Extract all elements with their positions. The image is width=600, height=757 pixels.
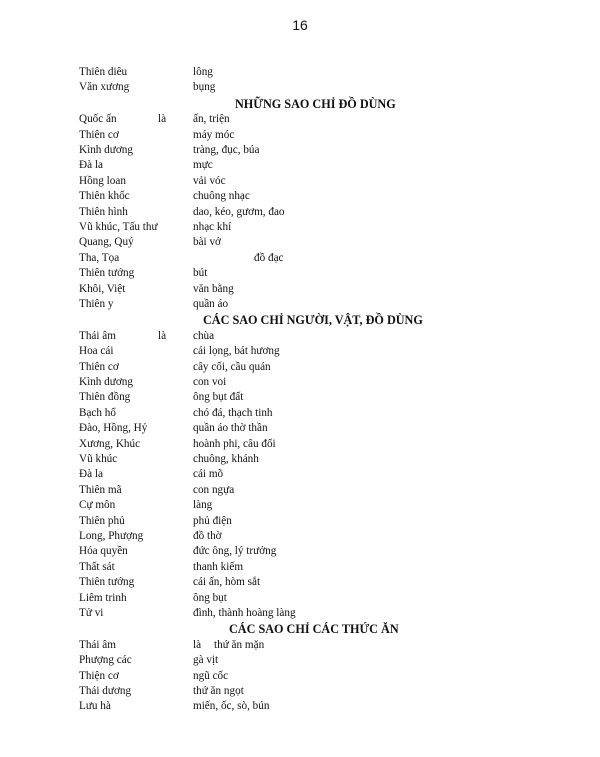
list-item xyxy=(0,560,600,575)
list-item xyxy=(0,699,600,714)
list-item xyxy=(0,575,600,590)
star-name: Thiên đồng xyxy=(79,391,131,404)
list-item xyxy=(0,606,600,621)
star-name: Hồng loan xyxy=(79,174,126,187)
list-item xyxy=(0,205,600,220)
list-item xyxy=(0,591,600,606)
meaning: miến, ốc, sò, bún xyxy=(193,700,270,713)
star-name: Tử vi xyxy=(79,606,104,619)
star-name: Kình dương xyxy=(79,144,133,157)
connector: là xyxy=(158,329,167,342)
star-name: Thiên tướng xyxy=(79,267,135,280)
meaning: văn bằng xyxy=(193,282,234,295)
meaning: đồ thờ xyxy=(193,529,222,542)
star-name: Thiên y xyxy=(79,297,114,310)
star-name: Thiên tướng xyxy=(79,576,135,589)
star-name: Hoa cái xyxy=(79,345,114,358)
star-name: Quang, Quý xyxy=(79,236,134,249)
star-name: Thất sát xyxy=(79,560,115,573)
meaning: thứ ăn ngọt xyxy=(193,684,244,697)
meaning: ông bụt đất xyxy=(193,391,244,404)
connector: là xyxy=(193,638,202,651)
list-item xyxy=(0,80,600,95)
star-name: Vũ khúc xyxy=(79,452,118,465)
section-heading: CÁC SAO CHỈ NGƯỜI, VẬT, ĐỒ DÙNG xyxy=(203,313,423,328)
star-name: Thiên phủ xyxy=(79,514,125,527)
meaning: thứ ăn mặn xyxy=(214,638,265,651)
star-name: Thiên cơ xyxy=(79,128,119,141)
list-item xyxy=(0,437,600,452)
meaning: phủ điện xyxy=(193,514,232,527)
star-name: Đà la xyxy=(79,468,103,481)
star-name: Thái dương xyxy=(79,684,132,697)
list-item xyxy=(0,143,600,158)
meaning: cái mõ xyxy=(193,468,224,481)
meaning: quần áo xyxy=(193,297,229,310)
star-name: Thái âm xyxy=(79,638,116,651)
section-heading: NHỮNG SAO CHỈ ĐỒ DÙNG xyxy=(235,96,396,111)
meaning: gà vịt xyxy=(193,654,219,667)
meaning: quần áo thờ thần xyxy=(193,422,268,435)
list-item xyxy=(0,65,600,80)
meaning: ngũ cốc xyxy=(193,669,229,682)
list-item xyxy=(0,251,600,266)
list-item xyxy=(0,220,600,235)
list-item xyxy=(0,514,600,529)
list-item xyxy=(0,498,600,513)
star-name: Thiên mã xyxy=(79,483,122,496)
star-name: Phượng các xyxy=(79,654,132,667)
meaning: ấn, triện xyxy=(193,113,230,126)
list-item xyxy=(0,174,600,189)
star-name: Vũ khúc, Tấu thư xyxy=(79,221,158,234)
list-item xyxy=(0,189,600,204)
star-name: Thiên diêu xyxy=(79,66,128,78)
list-item xyxy=(0,529,600,544)
star-name: Thiên hình xyxy=(79,205,128,218)
meaning: bài vở xyxy=(193,236,221,249)
list-item xyxy=(0,375,600,390)
meaning: bụng xyxy=(193,81,216,94)
list-item xyxy=(0,684,600,699)
meaning: vải vóc xyxy=(193,174,226,187)
meaning: mực xyxy=(193,159,213,172)
meaning: cái ấn, hòm sắt xyxy=(193,576,261,589)
star-name: Đà la xyxy=(79,159,103,172)
star-name: Bạch hổ xyxy=(79,406,116,419)
list-item xyxy=(0,406,600,421)
list-item xyxy=(0,544,600,559)
list-item xyxy=(0,158,600,173)
list-item xyxy=(0,467,600,482)
meaning: làng xyxy=(193,499,213,512)
star-name: Khôi, Việt xyxy=(79,282,126,295)
star-name: Xương, Khúc xyxy=(79,437,141,450)
meaning: con ngựa xyxy=(193,483,235,496)
star-name: Lưu hà xyxy=(79,700,111,713)
meaning: cái lọng, bát hương xyxy=(193,345,280,358)
meaning: máy móc xyxy=(193,128,235,141)
list-item xyxy=(0,669,600,684)
meaning: nhạc khí xyxy=(193,221,232,234)
list-item xyxy=(0,653,600,668)
list-item xyxy=(0,390,600,405)
list-item xyxy=(0,297,600,312)
document-body xyxy=(0,65,600,715)
meaning: đồ đạc xyxy=(254,251,284,264)
meaning: con voi xyxy=(193,376,227,389)
meaning: chuông, khánh xyxy=(193,452,259,465)
meaning: đức ông, lý trưởng xyxy=(193,545,277,558)
meaning: chó đá, thạch tinh xyxy=(193,406,273,419)
star-name: Liêm trinh xyxy=(79,591,127,604)
star-name: Quốc ấn xyxy=(79,113,117,126)
section-heading: CÁC SAO CHỈ CÁC THỨC ĂN xyxy=(229,622,399,637)
list-item xyxy=(0,235,600,250)
list-item xyxy=(0,452,600,467)
meaning: lông xyxy=(193,66,213,78)
list-item xyxy=(0,360,600,375)
meaning: hoành phi, câu đối xyxy=(193,437,276,450)
list-item xyxy=(0,483,600,498)
star-name: Thiện cơ xyxy=(79,669,119,682)
star-name: Văn xương xyxy=(79,81,130,94)
meaning: chuông nhạc xyxy=(193,190,250,203)
list-item xyxy=(0,329,600,344)
meaning: chùa xyxy=(193,329,215,342)
meaning: đình, thành hoàng làng xyxy=(193,606,296,619)
star-name: Thiên khốc xyxy=(79,190,130,203)
connector: là xyxy=(158,113,167,126)
meaning: ông bụt xyxy=(193,591,227,604)
list-item xyxy=(0,344,600,359)
star-name: Thiên cơ xyxy=(79,360,119,373)
list-item xyxy=(0,638,600,653)
list-item xyxy=(0,266,600,281)
meaning: dao, kéo, gươm, đao xyxy=(193,205,285,218)
star-name: Long, Phượng xyxy=(79,529,144,542)
meaning: cây cối, cầu quán xyxy=(193,360,271,373)
meaning: tràng, đục, búa xyxy=(193,144,260,157)
star-name: Hóa quyền xyxy=(79,545,128,558)
meaning: thanh kiếm xyxy=(193,560,244,573)
meaning: bút xyxy=(193,267,208,280)
list-item xyxy=(0,282,600,297)
star-name: Tha, Tọa xyxy=(79,251,120,264)
list-item xyxy=(0,421,600,436)
page-number: 16 xyxy=(292,17,308,33)
star-name: Đào, Hồng, Hỷ xyxy=(79,422,148,435)
list-item xyxy=(0,112,600,127)
star-name: Kình dương xyxy=(79,376,133,389)
list-item xyxy=(0,128,600,143)
star-name: Cự môn xyxy=(79,499,116,512)
star-name: Thái âm xyxy=(79,329,116,342)
